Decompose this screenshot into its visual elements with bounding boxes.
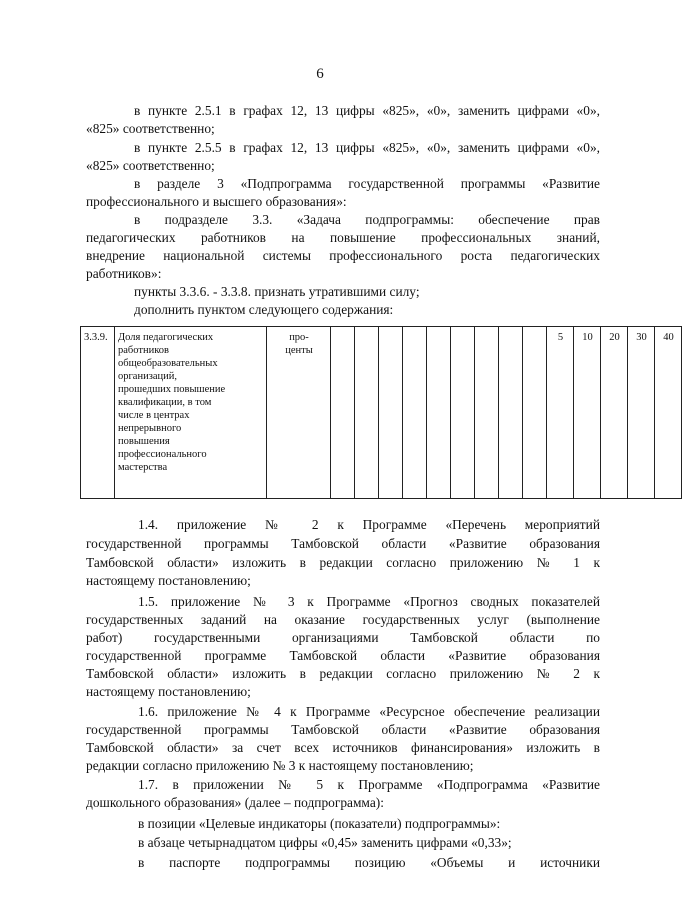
indicator-number: 3.3.9. [81, 327, 115, 499]
text-line: Тамбовской области» за счет всех источников финансирования» изложить в [86, 740, 600, 755]
indicator-name: Доля педагогических работников общеобразовательных организаций, прошедших повышение квалификации, в том числе в центрах непрерывного повышения профессионального мастерства [115, 327, 267, 499]
empty-cell [475, 327, 499, 499]
text-line: государственной программы Тамбовской области «Развитие образования [86, 722, 600, 737]
indicator-value: 5 [547, 327, 574, 499]
text-line: в позиции «Целевые индикаторы (показатели) подпрограммы»: [138, 816, 501, 831]
text-line: государственной программе Тамбовской области «Развитие образования [86, 648, 600, 663]
page-number: 6 [316, 66, 324, 82]
empty-cell [427, 327, 451, 499]
text-line: работников»: [86, 266, 162, 281]
text-line: 1.4. приложение № 2 к Программе «Перечень мероприятий [138, 517, 600, 532]
text-line: государственной программы Тамбовской области «Развитие образования [86, 536, 600, 551]
text-line: Тамбовской области» изложить в редакции согласно приложению № 1 к [86, 555, 600, 570]
text-line: «825» соответственно; [86, 121, 215, 136]
empty-cell [379, 327, 403, 499]
text-line: настоящему постановлению; [86, 684, 251, 699]
text-line: «825» соответственно; [86, 158, 215, 173]
empty-cell [499, 327, 523, 499]
text-line: государственных заданий на оказание государственных услуг (выполнение [86, 612, 600, 627]
text-line: педагогических работников на повышение профессиональных знаний, [86, 230, 600, 245]
text-line: в разделе 3 «Подпрограмма государственной программы «Развитие [134, 176, 600, 191]
text-line: работ) государственными организациями Тамбовской области по [86, 630, 600, 645]
text-line: в пункте 2.5.5 в графах 12, 13 цифры «825», «0», заменить цифрами «0», [134, 140, 600, 155]
indicator-value: 30 [628, 327, 655, 499]
text-line: в паспорте подпрограммы позицию «Объемы и источники [138, 855, 600, 870]
indicator-value: 20 [601, 327, 628, 499]
empty-cell [523, 327, 547, 499]
indicator-value: 40 [655, 327, 682, 499]
indicator-table [80, 326, 682, 499]
text-line: дошкольного образования» (далее – подпрограмма): [86, 795, 384, 810]
text-line: настоящему постановлению; [86, 573, 251, 588]
text-line: 1.7. в приложении № 5 к Программе «Подпрограмма «Развитие [138, 777, 600, 792]
indicator-unit: про- центы [267, 327, 331, 499]
empty-cell [331, 327, 355, 499]
empty-cell [451, 327, 475, 499]
text-line: Тамбовской области» изложить в редакции согласно приложению № 2 к [86, 666, 600, 681]
text-line: редакции согласно приложению № 3 к настоящему постановлению; [86, 758, 474, 773]
text-line: 1.5. приложение № 3 к Программе «Прогноз сводных показателей [138, 594, 600, 609]
indicator-value: 10 [574, 327, 601, 499]
text-line: в пункте 2.5.1 в графах 12, 13 цифры «825», «0», заменить цифрами «0», [134, 103, 600, 118]
text-line: в подразделе 3.3. «Задача подпрограммы: обеспечение прав [134, 212, 600, 227]
text-line: пункты 3.3.6. - 3.3.8. признать утратившими силу; [134, 284, 420, 299]
empty-cell [403, 327, 427, 499]
text-line: внедрение национальной системы профессионального роста педагогических [86, 248, 600, 263]
empty-cell [355, 327, 379, 499]
text-line: дополнить пунктом следующего содержания: [134, 302, 394, 317]
text-line: в абзаце четырнадцатом цифры «0,45» заменить цифрами «0,33»; [138, 835, 512, 850]
text-line: профессионального и высшего образования»: [86, 194, 347, 209]
table-row [81, 327, 682, 499]
text-line: 1.6. приложение № 4 к Программе «Ресурсное обеспечение реализации [138, 704, 600, 719]
